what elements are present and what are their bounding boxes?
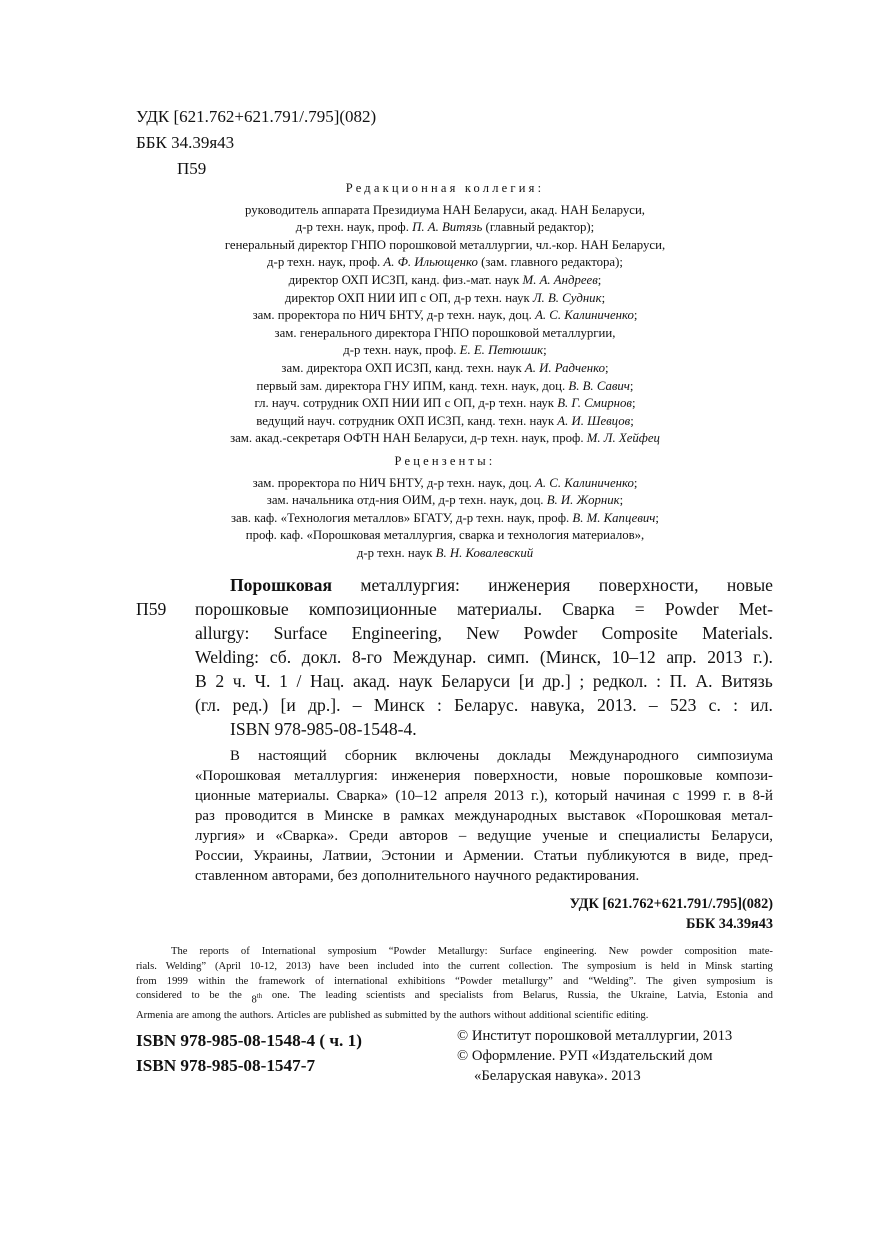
editorial-line: генеральный директор ГНПО порошковой металлургии, чл.-кор. НАН Беларуси,: [224, 237, 666, 252]
classification-right: [570, 894, 773, 934]
udk-code: УДК [621.762+621.791/.795](082): [136, 107, 377, 126]
biblio-line-1: порошковые композиционные материалы. Сварка = Powder Met-: [195, 599, 773, 619]
editorial-line: зам. генерального директора ГНПО порошковой металлургии,: [274, 325, 616, 340]
person-name: В. В. Савич: [568, 378, 630, 393]
editorial-line: первый зам. директора ГНУ ИПМ, канд. техн. наук, доц. В. В. Савич;: [256, 378, 634, 393]
biblio-isbn: ISBN 978-985-08-1548-4.: [230, 719, 417, 739]
editorial-line: д-р техн. наук, проф. П. А. Витязь (главный редактор);: [295, 220, 595, 235]
reviewer-line: зам. проректора по НИЧ БНТУ, д-р техн. наук, доц. А. С. Калиниченко;: [252, 475, 638, 490]
reviewer-line: д-р техн. наук В. Н. Ковалевский: [356, 545, 534, 560]
title-lead-word: Порошковая: [230, 575, 332, 595]
eng-line: rials. Welding” (April 10-12, 2013) have been included into the current collection. The symposium is held in Minsk starting: [136, 960, 773, 972]
annot-line: «Порошковая металлургия: инженерия поверхности, новые порошковые компози-: [195, 768, 773, 784]
udk-code-right: УДК [621.762+621.791/.795](082): [569, 896, 773, 912]
editorial-line: д-р техн. наук, проф. А. Ф. Ильющенко (зам. главного редактора);: [267, 255, 623, 270]
annotation: [195, 746, 773, 886]
person-name: А. С. Калиниченко: [535, 475, 634, 490]
isbn-block: [136, 1028, 362, 1078]
reviewers-title: Рецензенты:: [394, 454, 496, 468]
editorial-line: ведущий науч. сотрудник ОХП ИСЗП, канд. техн. наук А. И. Шевцов;: [256, 413, 634, 428]
person-name: Л. В. Судник: [532, 290, 602, 305]
reviewer-line: проф. каф. «Порошковая металлургия, сварка и технология материалов»,: [245, 528, 645, 543]
person-name: А. И. Шевцов: [557, 413, 631, 428]
author-mark: П59: [177, 159, 207, 178]
bbk-code: ББК 34.39я43: [136, 133, 235, 152]
annot-line: ционные материалы. Сварка» (10–12 апреля 2013 г.), который начиная с 1999 г. в 8-й: [195, 788, 773, 804]
editorial-line: директор ОХП НИИ ИП с ОП, д-р техн. наук Л. В. Судник;: [284, 290, 606, 305]
isbn-full: ISBN 978-985-08-1547-7: [136, 1056, 316, 1075]
copyright-block: [457, 1026, 732, 1086]
annot-line: В настоящий сборник включены доклады Международного симпозиума: [230, 748, 773, 764]
person-name: П. А. Витязь: [412, 220, 483, 235]
editorial-line: зам. проректора по НИЧ БНТУ, д-р техн. наук, доц. А. С. Калиниченко;: [252, 308, 638, 323]
copyright-line-1: © Институт порошковой металлургии, 2013: [457, 1028, 733, 1044]
eng-line: considered to be the 8th one. The leading scientists and specialists from Belarus, Russia, the Ukraine, Latvia, Estonia and: [136, 990, 773, 1006]
reviewer-line: зам. начальника отд-ния ОИМ, д-р техн. наук, доц. В. И. Жорник;: [266, 493, 624, 508]
annot-line: лургия» и «Сварка». Среди авторов – ведущие ученые и специалисты Беларуси,: [195, 828, 773, 844]
annot-line: России, Украины, Латвии, Эстонии и Армении. Статьи публикуются в виде, пред-: [195, 848, 773, 864]
editorial-line: руководитель аппарата Президиума НАН Беларуси, акад. НАН Беларуси,: [245, 202, 645, 217]
eng-line: from 1999 within the framework of international exhibitions “Powder metallurgy” and “Welding”. The given symposium is: [136, 975, 773, 987]
copyright-line-2: © Оформление. РУП «Издательский дом: [457, 1048, 713, 1064]
person-name: В. М. Капцевич: [572, 510, 656, 525]
editorial-line: зам. акад.-секретаря ОФТН НАН Беларуси, д-р техн. наук, проф. М. Л. Хейфец: [230, 431, 660, 446]
person-name: Е. Е. Петюшик: [459, 343, 544, 358]
editorial-line: гл. науч. сотрудник ОХП НИИ ИП с ОП, д-р техн. наук В. Г. Смирнов;: [254, 396, 636, 411]
biblio-line-2: allurgy: Surface Engineering, New Powder Composite Materials.: [195, 623, 773, 643]
annot-line: ставленном авторами, без дополнительного научного редактирования.: [195, 868, 640, 884]
biblio-line-5: (гл. ред.) [и др.]. – Минск : Беларус. навука, 2013. – 523 с. : ил.: [195, 695, 773, 715]
person-name: А. И. Радченко: [524, 360, 605, 375]
person-name: В. Н. Ковалевский: [435, 545, 534, 560]
person-name: В. Г. Смирнов: [557, 396, 632, 411]
eng-line: Armenia are among the authors. Articles are published as submitted by the authors without additional scientific editing.: [136, 1009, 649, 1021]
classification-top: [136, 104, 376, 182]
person-name: А. С. Калиниченко: [535, 308, 634, 323]
bibliographic-record: [195, 573, 773, 741]
person-name: М. Л. Хейфец: [586, 431, 660, 446]
author-mark-left: П59: [136, 599, 167, 619]
person-name: В. И. Жорник: [546, 493, 620, 508]
copyright-line-3: «Беларуская навука». 2013: [474, 1068, 641, 1084]
biblio-line-4: В 2 ч. Ч. 1 / Нац. акад. наук Беларуси [и др.] ; редкол. : П. А. Витязь: [195, 671, 773, 691]
editorial-line: директор ОХП ИСЗП, канд. физ.-мат. наук М. А. Андреев;: [288, 272, 602, 287]
editorial-title: Редакционная коллегия:: [345, 181, 545, 195]
editorial-line: зам. директора ОХП ИСЗП, канд. техн. наук А. И. Радченко;: [281, 360, 609, 375]
annot-line: раз проводится в Минске в рамках международных выставок «Порошковая метал-: [195, 808, 773, 824]
biblio-line-0: Порошковая металлургия: инженерия поверхности, новые: [230, 575, 773, 595]
bbk-code-right: ББК 34.39я43: [685, 916, 773, 932]
biblio-line-3: Welding: сб. докл. 8-го Междунар. симп. (Минск, 10–12 апр. 2013 г.).: [195, 647, 773, 667]
reviewers: [170, 453, 720, 563]
english-summary: [136, 945, 773, 1024]
reviewer-line: зав. каф. «Технология металлов» БГАТУ, д-р техн. наук, проф. В. М. Капцевич;: [231, 510, 659, 525]
editorial-line: д-р техн. наук, проф. Е. Е. Петюшик;: [343, 343, 547, 358]
person-name: А. Ф. Ильющенко: [383, 255, 478, 270]
person-name: М. А. Андреев: [522, 272, 598, 287]
eng-line: The reports of International symposium “Powder Metallurgy: Surface engineering. New powder composition mate-: [171, 946, 773, 957]
editorial-board: [170, 180, 720, 448]
isbn-part1: ISBN 978-985-08-1548-4 ( ч. 1): [136, 1031, 362, 1050]
